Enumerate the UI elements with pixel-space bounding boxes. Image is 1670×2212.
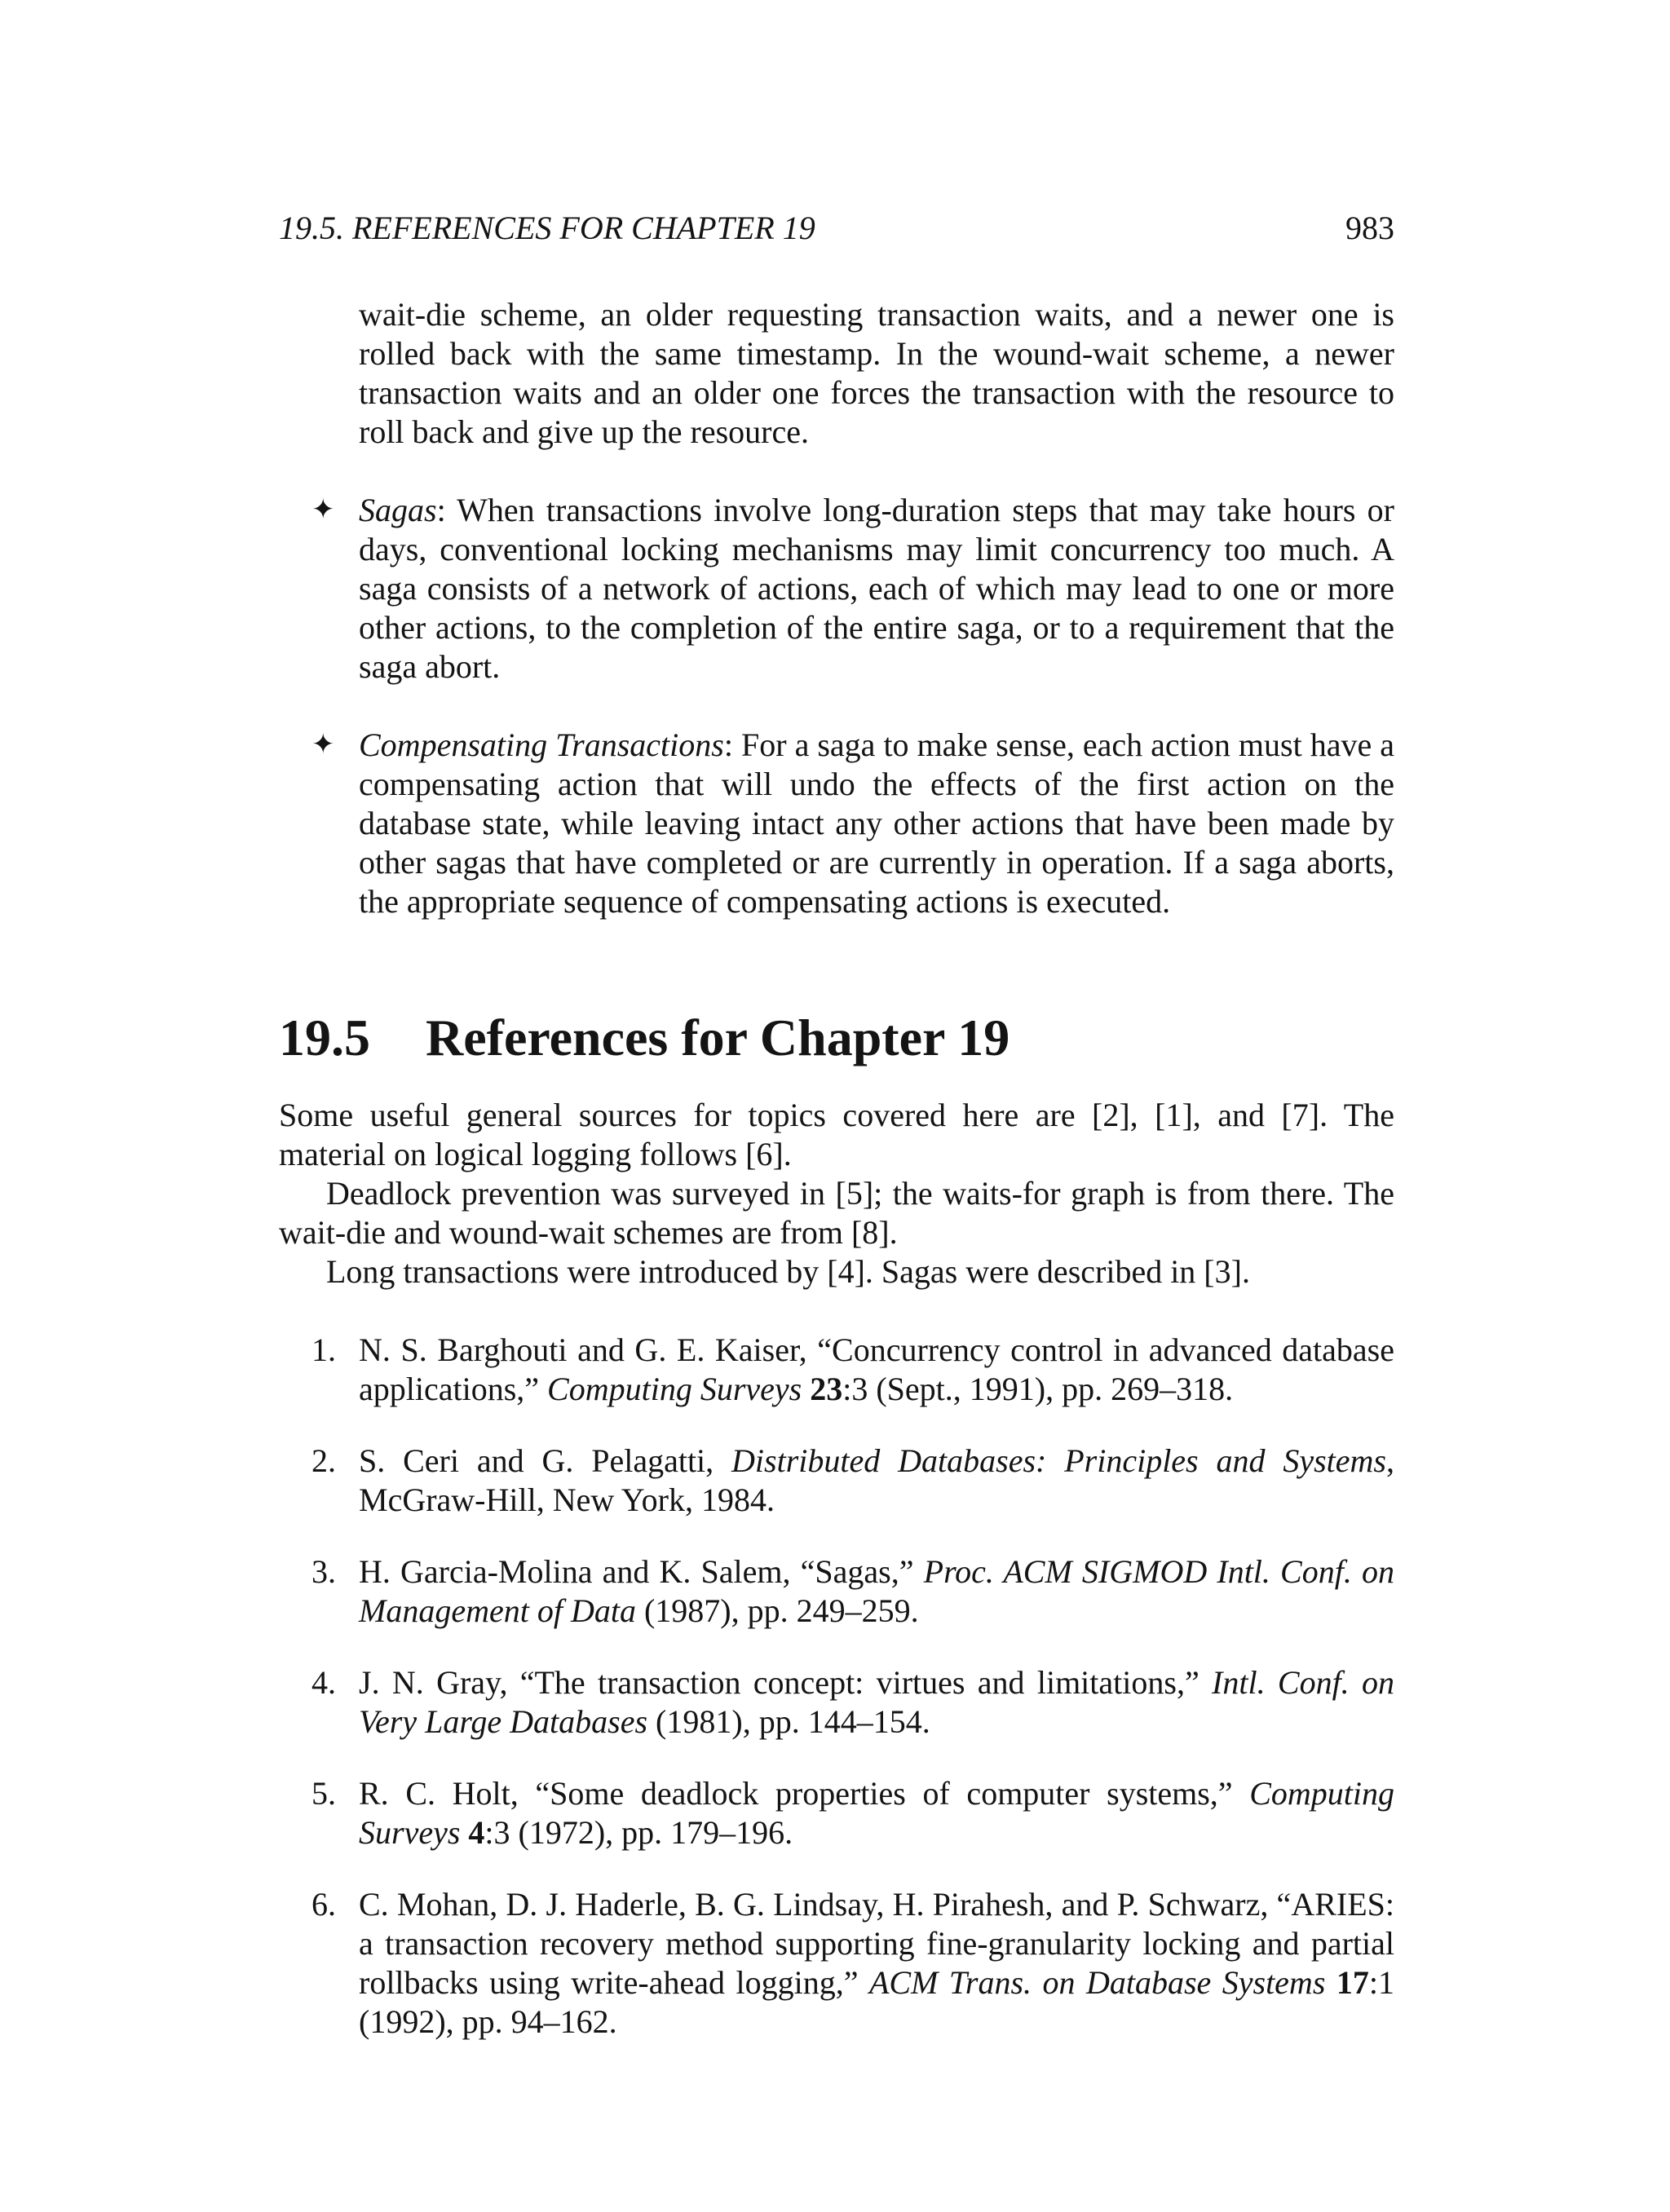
- intro-paragraph: Deadlock prevention was surveyed in [5]; the waits-for graph is from there. The wait-die and wound-wait schemes are from [8].: [279, 1175, 1394, 1251]
- intro-paragraph: Long transactions were introduced by [4]. Sagas were described in [3].: [326, 1253, 1250, 1290]
- reference-text: [1325, 1964, 1336, 2001]
- reference-list: [311, 1331, 1394, 2074]
- reference-text: [460, 1814, 468, 1851]
- running-header: [279, 204, 1394, 253]
- four-point-star-icon: ✦: [311, 730, 335, 760]
- reference-venue: Intl. Conf. on Very Large Databases: [359, 1664, 1394, 1740]
- reference-venue: Computing Surveys: [547, 1371, 802, 1407]
- four-point-star-icon: ✦: [311, 495, 335, 525]
- bullet-item-continuation: [359, 295, 1394, 452]
- reference-number: 5.: [311, 1775, 336, 1812]
- reference-volume: 17: [1336, 1964, 1369, 2001]
- bullet-item-compensating-transactions: [311, 726, 1394, 921]
- reference-text: (1987), pp. 249–259.: [635, 1592, 919, 1629]
- intro-paragraph: Some useful general sources for topics covered here are [2], [1], and [7]. The material on logical logging follows [6].: [279, 1097, 1394, 1172]
- bullet-term: Compensating Transactions: [359, 726, 724, 763]
- reference-venue: Proc. ACM SIGMOD Intl. Conf. on Management of Data: [359, 1553, 1394, 1629]
- bullet-text: : When transactions involve long-duration steps that may take hours or days, conventional locking mechanisms may limit concurrency too much. A saga consists of a network of actions, each of which may lead to one or more other actions, to the completion of the entire saga, or to a requirement that the saga abort.: [359, 492, 1394, 685]
- reference-number: 6.: [311, 1886, 336, 1923]
- reference-venue: ACM Trans. on Database Systems: [868, 1964, 1326, 2001]
- reference-item: [311, 1663, 1394, 1742]
- reference-number: 4.: [311, 1664, 336, 1701]
- references-intro: [279, 1096, 1394, 1291]
- bullet-text: wait-die scheme, an older requesting transaction waits, and a newer one is rolled back with the same timestamp. In the wound-wait scheme, a newer transaction waits and an older one forces the transaction with the resource to roll back and give up the resource.: [359, 296, 1394, 450]
- bullet-item-sagas: [311, 491, 1394, 687]
- reference-text: :3 (1972), pp. 179–196.: [484, 1814, 793, 1851]
- reference-venue: Distributed Databases: Principles and Systems: [731, 1442, 1386, 1479]
- reference-text: H. Garcia-Molina and K. Salem, “Sagas,”: [359, 1553, 924, 1590]
- reference-volume: 23: [810, 1371, 843, 1407]
- reference-text: , McGraw-Hill, New York, 1984.: [359, 1442, 1394, 1518]
- reference-text: C. Mohan, D. J. Haderle, B. G. Lindsay, H. Pirahesh, and P. Schwarz, “ARIES: a transaction recovery method supporting fine-granularity locking and partial rollbacks using write-ahead logging,”: [359, 1886, 1394, 2001]
- running-title: 19.5. REFERENCES FOR CHAPTER 19: [279, 210, 815, 246]
- reference-item: [311, 1774, 1394, 1852]
- reference-item: [311, 1552, 1394, 1631]
- reference-venue: Computing Surveys: [359, 1775, 1394, 1851]
- reference-text: :3 (Sept., 1991), pp. 269–318.: [842, 1371, 1234, 1407]
- reference-volume: 4: [468, 1814, 485, 1851]
- section-number: 19.5: [279, 1009, 370, 1066]
- bullet-term: Sagas: [359, 492, 437, 528]
- reference-text: [802, 1371, 810, 1407]
- page-number: 983: [1345, 210, 1394, 246]
- reference-text: R. C. Holt, “Some deadlock properties of computer systems,”: [359, 1775, 1250, 1812]
- reference-item: [311, 1885, 1394, 2042]
- reference-item: [311, 1331, 1394, 1409]
- reference-number: 3.: [311, 1553, 336, 1590]
- reference-number: 2.: [311, 1442, 336, 1479]
- bullet-text: : For a saga to make sense, each action must have a compensating action that will undo the effects of the first action on the database state, while leaving intact any other actions that have been made by other sagas that have completed or are currently in operation. If a saga aborts, the appropriate sequence of compensating actions is executed.: [359, 726, 1394, 920]
- reference-text: N. S. Barghouti and G. E. Kaiser, “Concurrency control in advanced database applications,”: [359, 1331, 1394, 1407]
- reference-item: [311, 1442, 1394, 1520]
- section-heading: [279, 1001, 1394, 1075]
- reference-text: J. N. Gray, “The transaction concept: virtues and limitations,”: [359, 1664, 1213, 1701]
- bullet-list: [311, 295, 1394, 960]
- reference-number: 1.: [311, 1331, 336, 1368]
- section-title: References for Chapter 19: [426, 1009, 1010, 1066]
- reference-text: (1981), pp. 144–154.: [647, 1703, 930, 1740]
- reference-text: S. Ceri and G. Pelagatti,: [359, 1442, 732, 1479]
- reference-text: :1 (1992), pp. 94–162.: [359, 1964, 1394, 2040]
